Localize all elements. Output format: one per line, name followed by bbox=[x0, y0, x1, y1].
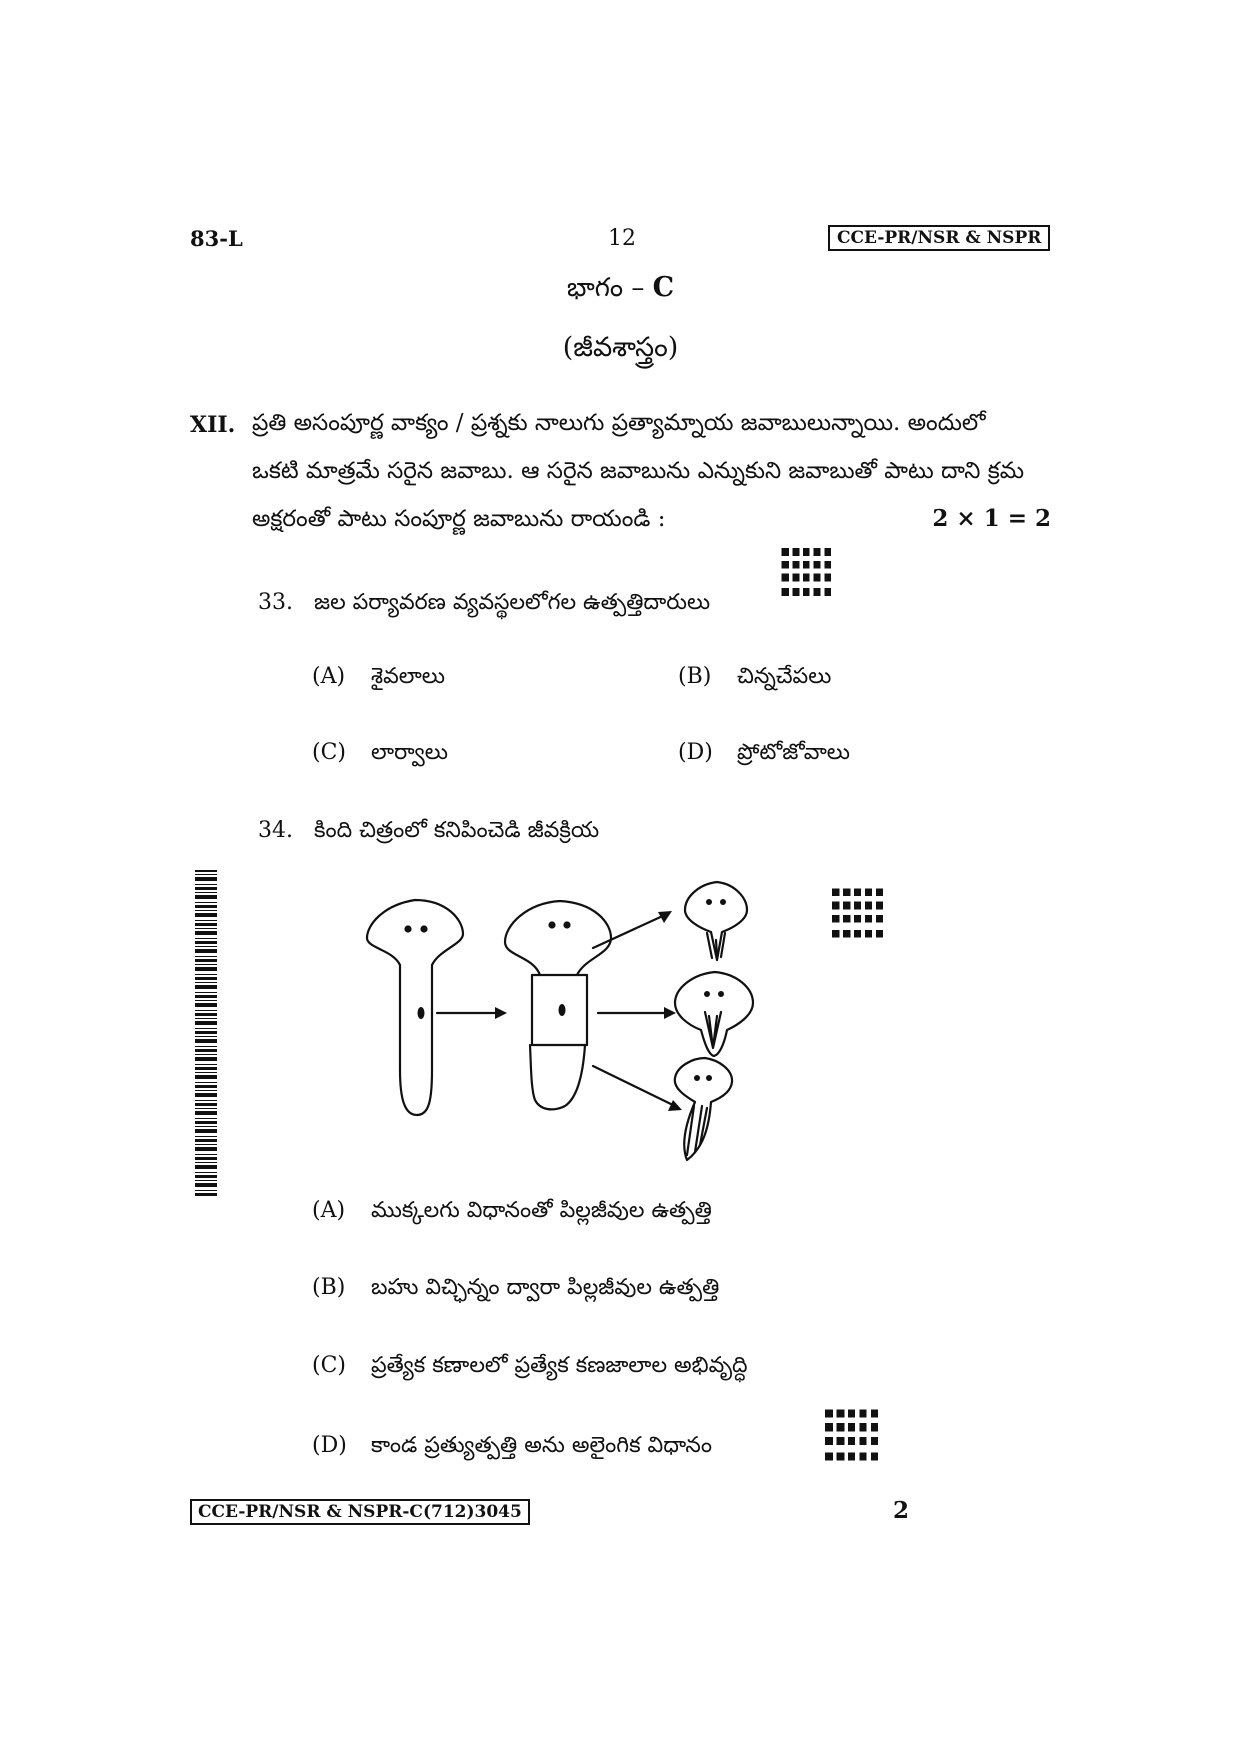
q34-option-a bbox=[312, 1198, 712, 1228]
q33-option-b-text: చిన్నచేపలు bbox=[737, 664, 832, 689]
part-heading bbox=[0, 272, 1241, 309]
q34-option-d-text: కాండ ప్రత్యుత్పత్తి అను అలైంగిక విధానం bbox=[371, 1433, 712, 1458]
q33-option-c-text: లార్వాలు bbox=[371, 740, 448, 765]
q33-option-c bbox=[312, 740, 448, 770]
qr-code-icon bbox=[775, 543, 831, 601]
q33-option-a-label: (A) bbox=[312, 664, 346, 689]
regenerated-middle-icon bbox=[675, 972, 753, 1056]
subject-heading: (జీవశాస్త్రం) bbox=[562, 332, 679, 363]
footer-code-box: CCE-PR/NSR & NSPR-C(712)3045 bbox=[190, 1499, 530, 1525]
q33-option-b bbox=[678, 664, 831, 694]
regenerated-head-1-icon bbox=[685, 882, 747, 960]
question-block-number: XII. bbox=[190, 412, 236, 438]
part-letter: C bbox=[652, 272, 675, 303]
question-34-number: 34. bbox=[258, 818, 293, 843]
q34-option-a-text: ముక్కలగు విధానంతో పిల్లజీవుల ఉత్పత్తి bbox=[371, 1198, 712, 1223]
q33-option-d-label: (D) bbox=[678, 740, 713, 765]
q33-option-a-text: శైవలాలు bbox=[371, 664, 445, 689]
arrow-3-mid bbox=[598, 1007, 676, 1019]
qr-code-icon-2 bbox=[825, 883, 883, 943]
q33-option-b-label: (B) bbox=[678, 664, 712, 689]
footer-page-number: 2 bbox=[893, 1497, 910, 1524]
arrow-4-down bbox=[593, 1066, 682, 1111]
regenerated-tail-icon bbox=[675, 1058, 732, 1160]
barcode-icon bbox=[195, 870, 217, 1196]
q34-option-c-label: (C) bbox=[312, 1353, 346, 1378]
q34-option-c bbox=[312, 1353, 748, 1383]
marks-scheme: 2 × 1 = 2 bbox=[932, 505, 1051, 532]
q33-option-c-label: (C) bbox=[312, 740, 346, 765]
q34-option-b-label: (B) bbox=[312, 1275, 346, 1300]
arrow-1 bbox=[437, 1007, 507, 1019]
q34-option-a-label: (A) bbox=[312, 1198, 346, 1223]
arrow-2-up bbox=[593, 911, 672, 948]
question-33-text: జల పర్యావరణ వ్యవస్థలలోగల ఉత్పత్తిదారులు bbox=[313, 590, 711, 615]
question-34 bbox=[258, 818, 599, 848]
paper-code: 83-L bbox=[190, 226, 243, 251]
exam-code-box: CCE-PR/NSR & NSPR bbox=[828, 225, 1050, 251]
qr-code-icon-3 bbox=[818, 1404, 878, 1466]
instruction-line-2: ఒకటి మాత్రమే సరైన జవాబు. ఆ సరైన జవాబును ఎన్నుకుని జవాబుతో పాటు దాని క్రమ bbox=[252, 458, 1025, 484]
q34-option-d bbox=[312, 1433, 712, 1463]
page-number: 12 bbox=[608, 226, 636, 251]
planaria-whole-icon bbox=[367, 900, 463, 1115]
q34-option-b bbox=[312, 1275, 719, 1305]
planaria-diagram bbox=[355, 870, 795, 1170]
q33-option-a bbox=[312, 664, 445, 694]
q33-option-d bbox=[678, 740, 850, 770]
q34-option-b-text: బహు విచ్ఛిన్నం ద్వారా పిల్లజీవుల ఉత్పత్తి bbox=[371, 1275, 720, 1300]
q33-option-d-text: ప్రోటోజోవాలు bbox=[737, 740, 851, 765]
q34-option-c-text: ప్రత్యేక కణాలలో ప్రత్యేక కణజాలాల అభివృద్ధి bbox=[371, 1353, 748, 1378]
question-34-text: కింది చిత్రంలో కనిపించెడి జీవక్రియ bbox=[313, 818, 600, 843]
planaria-cut-icon bbox=[505, 901, 611, 1109]
q34-option-d-label: (D) bbox=[312, 1433, 347, 1458]
instruction-line-3: అక్షరంతో పాటు సంపూర్ణ జవాబును రాయండి : bbox=[252, 506, 666, 532]
question-33 bbox=[258, 590, 710, 620]
question-33-number: 33. bbox=[258, 590, 293, 615]
part-label: భాగం – bbox=[566, 273, 645, 303]
instruction-line-1: ప్రతి అసంపూర్ణ వాక్యం / ప్రశ్నకు నాలుగు ప్రత్యామ్నాయ జవాబులున్నాయి. అందులో bbox=[252, 410, 986, 436]
